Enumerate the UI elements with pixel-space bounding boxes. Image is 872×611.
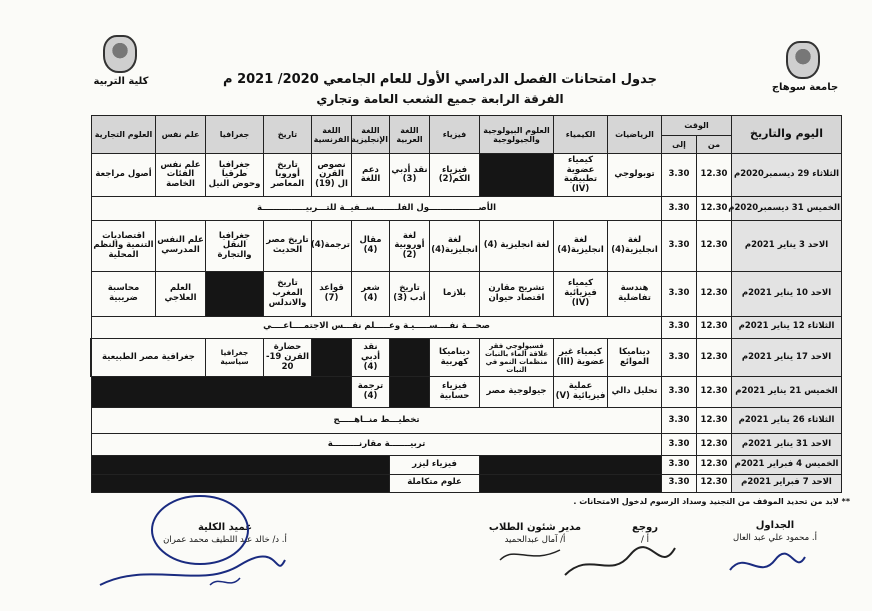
header-subject: الكيمياء bbox=[554, 116, 608, 154]
time-from: 12.30 bbox=[697, 221, 732, 272]
exam-cell: لغة انجليزية (4) bbox=[480, 221, 554, 272]
signature-scribble-icon bbox=[720, 545, 810, 585]
time-to: 3.30 bbox=[662, 456, 697, 474]
day-cell: الاحد 31 يناير 2021م bbox=[732, 434, 842, 456]
time-to: 3.30 bbox=[662, 197, 697, 221]
signature-title: روجع bbox=[631, 522, 658, 533]
exam-cell: علوم متكاملة bbox=[390, 474, 480, 492]
table-row bbox=[91, 407, 842, 433]
time-from: 12.30 bbox=[697, 456, 732, 474]
exam-cell: اقتصاديات التنمية والنظم المحلية bbox=[92, 221, 156, 272]
exam-cell: ديناميكا كهربية bbox=[430, 338, 480, 377]
time-to: 3.30 bbox=[662, 272, 697, 317]
exam-cell: عملية فيزيائية (V) bbox=[554, 377, 608, 407]
time-from: 12.30 bbox=[697, 434, 732, 456]
day-cell: الخميس 21 يناير 2021م bbox=[732, 377, 842, 407]
header-from: من bbox=[697, 136, 732, 154]
signature-scribble-icon bbox=[90, 490, 290, 600]
blank-cell bbox=[92, 377, 352, 407]
blank-cell bbox=[390, 338, 430, 377]
blank-cell bbox=[480, 474, 662, 492]
day-cell: الخميس 4 فبراير 2021م bbox=[732, 456, 842, 474]
time-to: 3.30 bbox=[662, 316, 697, 338]
university-name: جامعة سوهاج bbox=[771, 82, 839, 93]
table-row bbox=[91, 272, 842, 317]
time-to: 3.30 bbox=[662, 434, 697, 456]
exam-cell: لغة انجليزية(4) bbox=[608, 221, 662, 272]
exam-cell: فيزياء الكم(2) bbox=[430, 154, 480, 197]
exam-cell: تاريخ مصر الحديث bbox=[264, 221, 312, 272]
exam-cell: فيزياء ليزر bbox=[390, 456, 480, 474]
exam-cell: لغة أوروبية (2) bbox=[390, 221, 430, 272]
exam-cell: تاريخ أدب (3) bbox=[390, 272, 430, 317]
exam-cell: فيزياء حسابية bbox=[430, 377, 480, 407]
signature-scribble-icon bbox=[560, 540, 680, 585]
exam-cell: مقال (4) bbox=[352, 221, 390, 272]
exam-cell: تحليل دالي bbox=[608, 377, 662, 407]
exam-cell: دعم اللغة bbox=[352, 154, 390, 197]
signature-scribble-icon bbox=[495, 540, 565, 570]
blank-cell bbox=[92, 456, 390, 474]
table-row bbox=[91, 154, 842, 197]
exam-cell: أصول مراجعة bbox=[92, 154, 156, 197]
page-title: جدول امتحانات الفصل الدراسي الأول للعام الجامعي 2020/ 2021 م bbox=[223, 72, 657, 87]
exam-schedule-table bbox=[90, 115, 842, 493]
merged-exam-cell: الأصـــــــــــــــــول الفلــــــــســفيــة للتـــربيـــــــــــــــة bbox=[92, 197, 662, 221]
exam-cell: بلازما bbox=[430, 272, 480, 317]
exam-cell: محاسبة ضريبية bbox=[92, 272, 156, 317]
time-to: 3.30 bbox=[662, 154, 697, 197]
header-subject: اللغة الإنجليزية bbox=[352, 116, 390, 154]
signature-name: / أ bbox=[641, 535, 649, 545]
day-cell: الثلاثاء 26 يناير 2021م bbox=[732, 407, 842, 433]
exam-cell: نقد أدبي (4) bbox=[352, 338, 390, 377]
exam-cell: كيمياء فيزيائية (IV) bbox=[554, 272, 608, 317]
merged-exam-cell: تربيـــــــة مقارنـــــــــة bbox=[92, 434, 662, 456]
time-from: 12.30 bbox=[697, 316, 732, 338]
time-from: 12.30 bbox=[697, 338, 732, 377]
header-subject: جغرافيا bbox=[206, 116, 264, 154]
exam-cell: جغرافيا النقل والتجارة bbox=[206, 221, 264, 272]
exam-cell: قواعد (7) bbox=[312, 272, 352, 317]
time-from: 12.30 bbox=[697, 377, 732, 407]
time-from: 12.30 bbox=[697, 154, 732, 197]
signature-title: عميد الكلية bbox=[197, 522, 253, 533]
exam-cell: حضارة القرن 19-20 bbox=[264, 338, 312, 377]
exam-cell: تشريح مقارن اقتصاد حيوان bbox=[480, 272, 554, 317]
exam-cell: علم النفس المدرسي bbox=[156, 221, 206, 272]
exam-cell: لغة انجليزية(4) bbox=[430, 221, 480, 272]
exam-cell: نصوص القرن ال (19) bbox=[312, 154, 352, 197]
blank-cell bbox=[480, 154, 554, 197]
time-to: 3.30 bbox=[662, 407, 697, 433]
table-row bbox=[91, 377, 842, 407]
table-row bbox=[91, 456, 842, 474]
signature-title: الجداول bbox=[755, 520, 795, 531]
blank-cell bbox=[91, 338, 92, 377]
exam-cell: ترجمة(4) bbox=[312, 221, 352, 272]
exam-cell: هندسة تفاضلية bbox=[608, 272, 662, 317]
header-subject: فيزياء bbox=[430, 116, 480, 154]
exam-cell: توبولوجي bbox=[608, 154, 662, 197]
exam-cell: جغرافيا سياسية bbox=[206, 338, 264, 377]
exam-cell: ديناميكا الموائع bbox=[608, 338, 662, 377]
time-to: 3.30 bbox=[662, 377, 697, 407]
blank-cell bbox=[206, 272, 264, 317]
time-from: 12.30 bbox=[697, 272, 732, 317]
time-from: 12.30 bbox=[697, 407, 732, 433]
time-from: 12.30 bbox=[697, 197, 732, 221]
day-cell: الاحد 3 يناير 2021م bbox=[732, 221, 842, 272]
blank-cell bbox=[480, 456, 662, 474]
exam-cell: لغة انجليزية(4) bbox=[554, 221, 608, 272]
exam-cell: جغرافية مصر الطبيعية bbox=[92, 338, 206, 377]
signature-tables bbox=[720, 520, 830, 543]
exam-cell: كيمياء عضوية تطبيقية (IV) bbox=[554, 154, 608, 197]
signature-name: أ. د/ خالد عبد اللطيف محمد عمران bbox=[163, 535, 287, 545]
exam-cell: ترجمة (4) bbox=[352, 377, 390, 407]
header-subject: الرياضيات bbox=[608, 116, 662, 154]
header-subject: اللغة العربية bbox=[390, 116, 430, 154]
university-seal-icon bbox=[786, 41, 820, 79]
header-day: اليوم والتاريخ bbox=[732, 116, 842, 154]
header-subject: تاريخ bbox=[264, 116, 312, 154]
exam-cell: تاريخ أوروبا المعاصر bbox=[264, 154, 312, 197]
blank-cell bbox=[312, 338, 352, 377]
exam-cell: جيولوجية مصر bbox=[480, 377, 554, 407]
time-to: 3.30 bbox=[662, 474, 697, 492]
exam-cell: علم نفس الفئات الخاصة bbox=[156, 154, 206, 197]
footnote: ** لابد من تحديد الموقف من التجنيد وسداد الرسوم لدخول الامتحانات . bbox=[573, 497, 850, 506]
table-row bbox=[91, 221, 842, 272]
day-cell: الخميس 31 ديسمبر2020م bbox=[732, 197, 842, 221]
header-to: إلى bbox=[662, 136, 697, 154]
merged-exam-cell: صحـــة نفــــســـــيـة وعـــــلم نفـــس الاجتمــــاعــــي bbox=[92, 316, 662, 338]
day-cell: الثلاثاء 29 ديسمبر2020م bbox=[732, 154, 842, 197]
time-from: 12.30 bbox=[697, 474, 732, 492]
header-subject: العلوم البيولوجية والجيولوجية bbox=[480, 116, 554, 154]
header-time: الوقت bbox=[662, 116, 732, 136]
day-cell: الاحد 7 فبراير 2021م bbox=[732, 474, 842, 492]
day-cell: الاحد 10 يناير 2021م bbox=[732, 272, 842, 317]
exam-cell: العلم العلاجي bbox=[156, 272, 206, 317]
day-cell: الثلاثاء 12 يناير 2021م bbox=[732, 316, 842, 338]
signature-title: مدير شئون الطلاب bbox=[488, 522, 582, 533]
signature-name: أ/ آمال عبدالحميد bbox=[504, 535, 566, 545]
merged-exam-cell: تخطيـــط منــاهـــــج bbox=[92, 407, 662, 433]
table-row bbox=[91, 316, 842, 338]
time-to: 3.30 bbox=[662, 338, 697, 377]
table-row bbox=[91, 197, 842, 221]
time-to: 3.30 bbox=[662, 221, 697, 272]
table-row bbox=[91, 338, 842, 377]
exam-cell: فسيولوجي فقر علاقة الماء بالنبات منظمات النمو في النبات bbox=[480, 338, 554, 377]
exam-cell: شعر (4) bbox=[352, 272, 390, 317]
exam-cell: تاريخ المغرب والاندلس bbox=[264, 272, 312, 317]
exam-cell: جغرافيا طرقيا وحوض النيل bbox=[206, 154, 264, 197]
page-subtitle: الفرقة الرابعة جميع الشعب العامة وتجاري bbox=[316, 92, 564, 106]
exam-cell: نقد أدبي (3) bbox=[390, 154, 430, 197]
header-subject: علم نفس bbox=[156, 116, 206, 154]
signature-name: أ. محمود علي عبد العال bbox=[733, 533, 817, 543]
exam-cell: كيمياء غير عضوية (III) bbox=[554, 338, 608, 377]
header-subject: اللغة الفرنسية bbox=[312, 116, 352, 154]
faculty-name: كلية التربية bbox=[93, 76, 149, 87]
header-subject: العلوم التجارية bbox=[92, 116, 156, 154]
table-row bbox=[91, 434, 842, 456]
day-cell: الاحد 17 يناير 2021م bbox=[732, 338, 842, 377]
faculty-seal-icon bbox=[103, 35, 137, 73]
blank-cell bbox=[390, 377, 430, 407]
